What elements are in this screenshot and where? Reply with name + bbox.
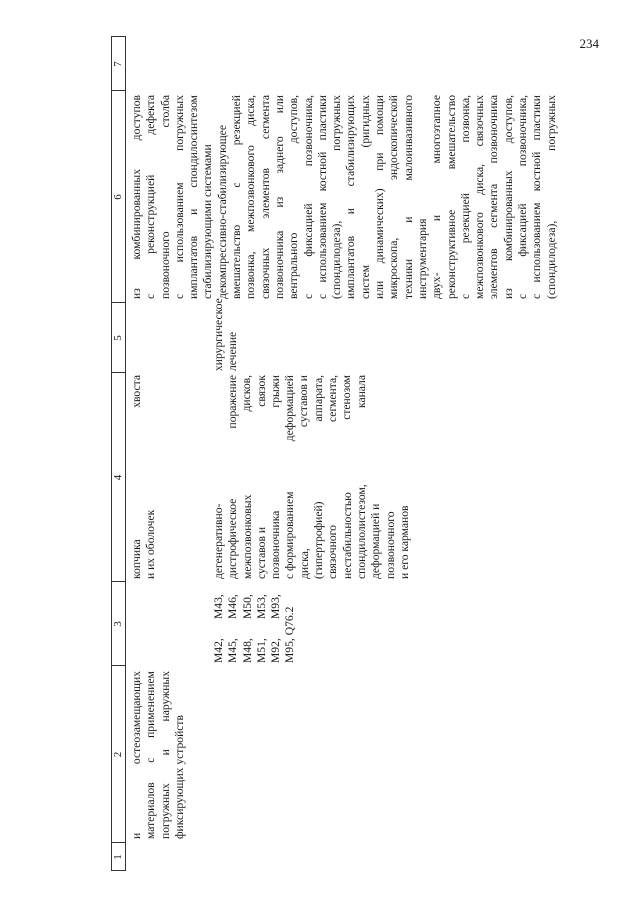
header-row-border: [125, 36, 126, 871]
col4-right-word: стенозом: [340, 375, 354, 420]
col6-line: (спондилодеза), погружных: [544, 95, 558, 299]
col6-cell: [130, 95, 559, 299]
col6-line: с фиксацией позвоночника,: [301, 95, 315, 299]
col6-line: техники и малоинвазивного: [401, 95, 415, 299]
col2-line: фиксирующих устройств: [172, 715, 186, 839]
col5-line: хирургическое: [212, 298, 225, 371]
col4-intro-line: копчика: [130, 539, 143, 579]
col4-line: деформацией и: [369, 503, 383, 579]
col4-intro: [130, 447, 159, 579]
col4-right-word: грыжи: [268, 375, 282, 408]
col3-code: M51,: [254, 638, 268, 663]
col4-line: дистрофическое: [226, 498, 240, 579]
col4-codes: [212, 583, 283, 619]
col3-code: M48,: [240, 638, 254, 663]
col4-line: позвоночника: [269, 510, 283, 579]
page-number: 234: [579, 36, 599, 51]
col4-code: M53,: [254, 594, 268, 619]
rotated-table: [111, 36, 595, 871]
col6-line: систем (ригидных: [358, 95, 372, 299]
col6-line: позвоночного столба: [158, 95, 172, 299]
col6-line: с реконструкцией дефекта: [144, 95, 158, 299]
col6-line: с использованием погружных: [172, 95, 186, 299]
col4-right-word: хвоста: [130, 375, 143, 408]
column-number: 5: [112, 335, 124, 341]
col6-line: вентрального доступов,: [287, 95, 301, 299]
col4-right-word: деформацией: [283, 375, 297, 442]
col6-line: или динамических) при помощи: [373, 95, 387, 299]
column-number: 4: [112, 474, 124, 481]
col4-code: M46,: [226, 594, 240, 619]
col6-line: позвонка, межпозвонкового диска,: [244, 95, 258, 299]
col4-line: и его карманов: [397, 505, 411, 579]
col4-code: M50,: [240, 594, 254, 619]
col4-code: M43,: [212, 594, 225, 619]
col4-right-word: связок: [254, 375, 268, 407]
col6-line: с использованием костной пластики: [530, 95, 544, 299]
col4-right: [130, 375, 144, 451]
column-number: 1: [112, 854, 124, 860]
col6-line: из комбинированных доступов: [130, 95, 143, 299]
col3-code: M45,: [226, 638, 240, 663]
col3-code: M95, Q76.2: [283, 606, 297, 663]
col6-line: с резекцией позвонка,: [458, 95, 472, 299]
col6-line: двух- и многоэтапное: [430, 95, 444, 299]
col6-line: инструментария: [415, 218, 429, 299]
col4-line: диска,: [297, 548, 311, 579]
col4-right-word: сегмента,: [326, 375, 340, 422]
col6-line: стабилизирующими системами: [201, 144, 215, 299]
col6-line: с фиксацией позвоночника,: [516, 95, 530, 299]
col4-intro-line: и их оболочек: [144, 509, 158, 579]
col4-right-word: дисков,: [240, 375, 254, 412]
col6-line: элементов сегмента позвоночника: [487, 95, 501, 299]
col2-cell: [130, 671, 187, 839]
col6-line: межпозвонкового диска, связочных: [473, 95, 487, 299]
col6-line: имплантатов и стабилизирующих: [344, 95, 358, 299]
col4-body: [212, 439, 412, 579]
col2-line: материалов с применением: [144, 671, 158, 839]
col2-line: и остеозамещающих: [130, 671, 143, 839]
col4-right-word: аппарата,: [311, 375, 325, 422]
col6-line: имплантатов и спондилосинтезом: [187, 95, 201, 299]
col4-line: спондилолистезом,: [354, 484, 368, 579]
col4-line: суставов и: [254, 526, 268, 579]
column-number: 2: [112, 751, 124, 758]
col4-right: [226, 375, 369, 451]
column-number: 3: [112, 621, 124, 627]
col2-line: погружных и наружных: [158, 671, 172, 839]
col6-line: позвоночника из заднего или: [272, 95, 286, 299]
col4-line: (гипертрофией): [312, 501, 326, 579]
col5-line: лечение: [226, 331, 240, 371]
col4-right-word: канала: [354, 375, 368, 408]
col4-right-word: поражение: [226, 375, 239, 429]
col3-code: M42,: [212, 638, 225, 663]
col6-line: из комбинированных доступов,: [501, 95, 515, 299]
col6-line: декомпрессивно-стабилизирующее: [215, 125, 229, 299]
col4-line: межпозвонковых: [240, 494, 254, 579]
col4-code: M93,: [269, 594, 283, 619]
col4-right-word: суставов и: [297, 375, 311, 428]
col4-line: с формированием: [283, 491, 297, 579]
col6-line: (спондилодеза), погружных: [330, 95, 344, 299]
col6-line: с использованием костной пластики: [315, 95, 329, 299]
column-number: 7: [112, 61, 124, 67]
col4-line: позвоночного: [383, 511, 397, 579]
col5-cell: [212, 298, 241, 371]
col4-line: связочного: [326, 525, 340, 579]
col4-line: дегенеративно-: [212, 503, 225, 579]
col6-line: реконструктивное вмешательство: [444, 95, 458, 299]
col6-line: вмешательство с резекцией: [230, 95, 244, 299]
col3-code: M92,: [269, 638, 283, 663]
col6-line: связочных элементов сегмента: [258, 95, 272, 299]
column-number: 6: [112, 194, 124, 200]
col6-line: микроскопа, эндоскопической: [387, 95, 401, 299]
col4-line: нестабильностью: [340, 492, 354, 579]
